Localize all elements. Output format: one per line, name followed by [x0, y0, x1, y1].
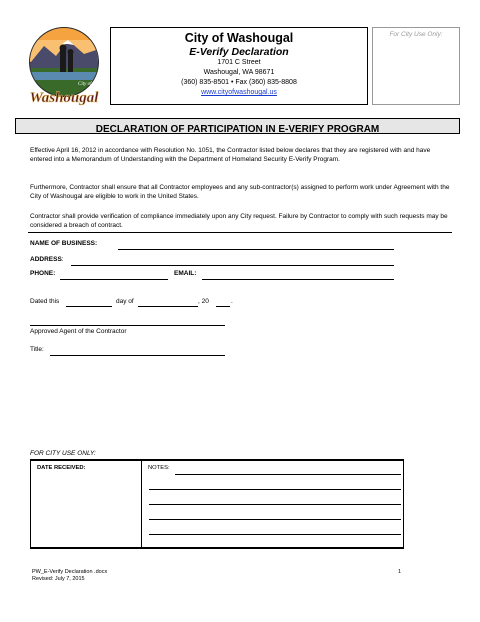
phone-field[interactable] — [60, 279, 168, 280]
paragraph-2: Furthermore, Contractor shall ensure that all Contractor employees and any sub-contractor(s) assigned to perform work under Agreement with the City of Washougal are eligible to work in the United States. — [30, 184, 450, 200]
logo-wordmark: Washougal — [29, 90, 99, 106]
address-colon: : — [61, 256, 64, 263]
dated-prefix: Dated this — [30, 298, 60, 305]
title-label: Title: — [30, 346, 44, 353]
agent-signature-field[interactable] — [30, 325, 225, 326]
business-field[interactable] — [118, 249, 394, 250]
city-use-table — [30, 459, 404, 549]
footer-revised: Revised: July 7, 2015 — [32, 576, 85, 582]
address-line-1: 1701 C Street — [217, 59, 261, 66]
address-label: ADDRESS — [30, 256, 62, 263]
footer — [32, 569, 107, 583]
notes-line-2[interactable] — [149, 489, 401, 490]
dated-end: . — [231, 298, 233, 305]
notes-line-4[interactable] — [149, 519, 401, 520]
address-line-2: Washougal, WA 98671 — [203, 69, 275, 76]
paragraph-3: Contractor shall provide verification of compliance immediately upon any City request. Failure by Contractor to comply with such requests may be considered a breach of contract. — [30, 213, 448, 229]
paragraph-1: Effective April 16, 2012 in accordance with Resolution No. 1051, the Contractor listed below declares that they are registered with and have entered into a Memorandum of Understanding with the Department of Homeland Security E-Verify Program. — [30, 147, 431, 163]
phone-fax: (360) 835-8501 • Fax (360) 835-8808 — [181, 79, 297, 86]
notes-line-5[interactable] — [149, 534, 401, 535]
city-use-box-label: For City Use Only: — [389, 31, 443, 38]
notes-label: NOTES: — [148, 465, 170, 471]
page-title — [15, 118, 460, 134]
title-field[interactable] — [50, 355, 225, 356]
city-use-only-label: FOR CITY USE ONLY: — [30, 450, 96, 457]
divider — [28, 232, 452, 233]
header-box — [110, 27, 368, 105]
business-label: NAME OF BUSINESS: — [30, 240, 98, 247]
address-field[interactable] — [71, 265, 394, 266]
footer-filename: PW_E-Verify Declaration .docx — [32, 569, 108, 575]
phone-label: PHONE: — [30, 270, 56, 277]
dated-day-of: day of — [116, 298, 134, 305]
page-title-text: DECLARATION OF PARTICIPATION IN E-VERIFY PROGRAM — [95, 124, 380, 135]
table-divider — [141, 461, 142, 547]
day-field[interactable] — [66, 306, 112, 307]
date-received-label: DATE RECEIVED: — [37, 465, 86, 471]
document-subtitle: E-Verify Declaration — [189, 46, 289, 58]
city-name: City of Washougal — [184, 31, 294, 45]
notes-line-3[interactable] — [149, 504, 401, 505]
logo-small-text: City of — [78, 82, 92, 87]
month-field[interactable] — [138, 306, 198, 307]
email-field[interactable] — [202, 279, 394, 280]
email-label: EMAIL: — [174, 270, 197, 277]
website-link[interactable]: www.cityofwashougal.us — [201, 89, 277, 96]
approved-agent-label: Approved Agent of the Contractor — [30, 328, 127, 335]
address-label-row — [30, 256, 64, 263]
city-use-box — [372, 27, 460, 105]
page-number: 1 — [398, 569, 402, 575]
city-logo — [22, 22, 106, 108]
dated-year-prefix: , 20 — [198, 298, 209, 305]
year-field[interactable] — [216, 306, 230, 307]
notes-line-1[interactable] — [175, 474, 401, 475]
